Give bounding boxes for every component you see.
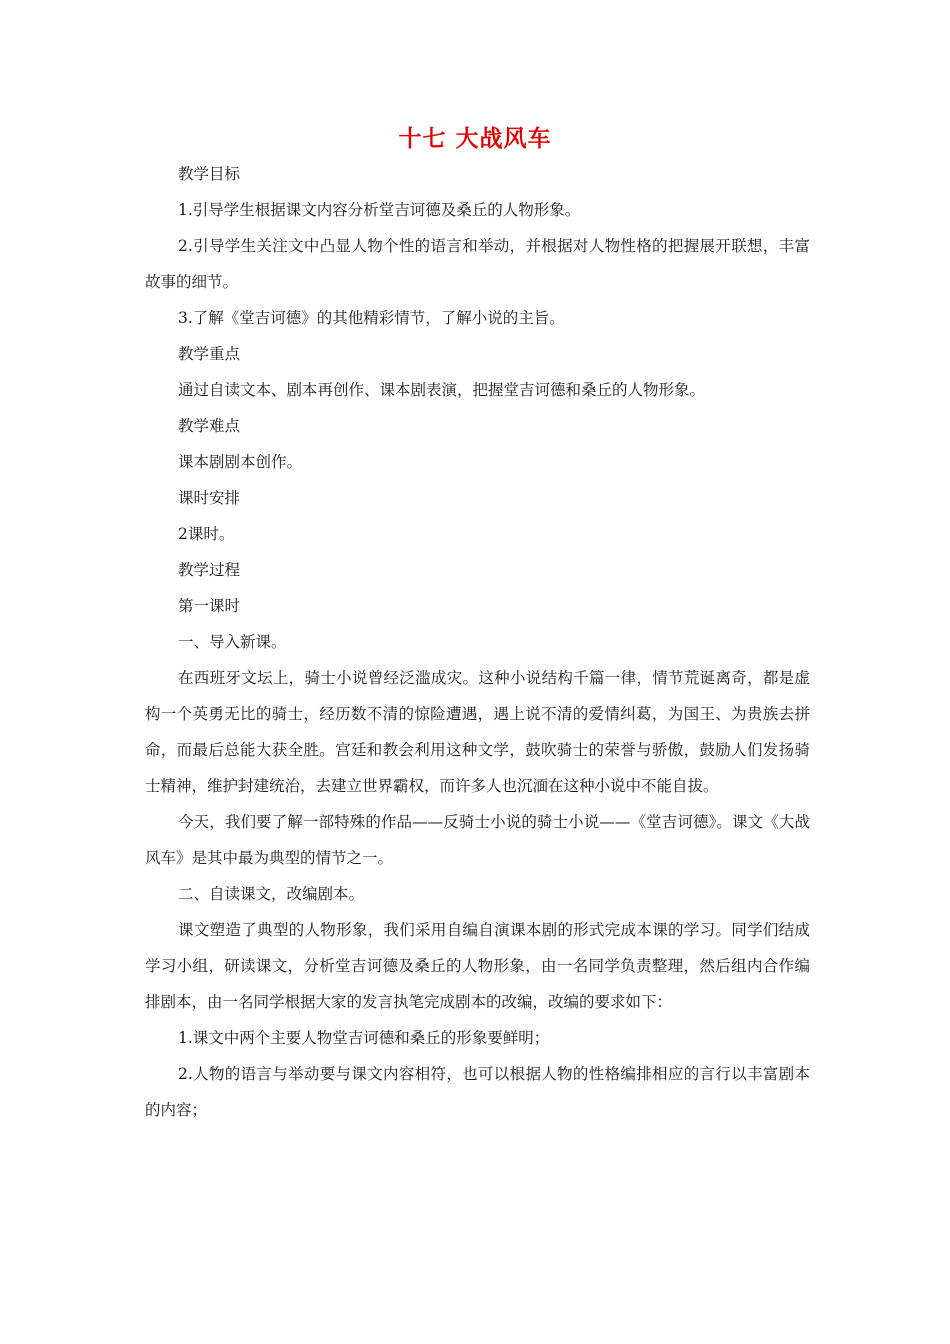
paragraph: 1.引导学生根据课文内容分析堂吉诃德及桑丘的人物形象。 [178, 201, 581, 219]
paragraph: 今天，我们要了解一部特殊的作品——反骑士小说的骑士小说——《堂吉诃德》。课文《大战风车》是其中最为典型的情节之一。 [145, 813, 810, 867]
paragraph: 2.人物的语言与举动要与课文内容相符，也可以根据人物的性格编排相应的言行以丰富剧本的内容； [145, 1065, 810, 1119]
paragraph: 课本剧剧本创作。 [178, 453, 303, 471]
paragraph: 1.课文中两个主要人物堂吉诃德和桑丘的形象要鲜明； [178, 1029, 550, 1047]
paragraph: 教学重点 [178, 345, 241, 363]
paragraph: 教学目标 [178, 165, 241, 183]
paragraph: 2课时。 [178, 525, 235, 543]
paragraph: 课时安排 [178, 489, 241, 507]
paragraph: 在西班牙文坛上，骑士小说曾经泛滥成灾。这种小说结构千篇一律，情节荒诞离奇，都是虚构一个英勇无比的骑士，经历数不清的惊险遭遇，遇上说不清的爱情纠葛，为国王、为贵族去拼命，而最后总能大获全胜。宫廷和教会利用这种文学，鼓吹骑士的荣誉与骄傲，鼓励人们发扬骑士精神，维护封建统治，去建立世界霸权，而许多人也沉湎在这种小说中不能自拔。 [145, 669, 810, 795]
document-body [145, 156, 810, 1128]
paragraph: 一、导入新课。 [178, 633, 287, 651]
paragraph: 3.了解《堂吉诃德》的其他精彩情节，了解小说的主旨。 [178, 309, 565, 327]
paragraph: 通过自读文本、剧本再创作、课本剧表演，把握堂吉诃德和桑丘的人物形象。 [178, 381, 706, 399]
paragraph: 课文塑造了典型的人物形象，我们采用自编自演课本剧的形式完成本课的学习。同学们结成学习小组，研读课文，分析堂吉诃德及桑丘的人物形象，由一名同学负责整理，然后组内合作编排剧本，由一名同学根据大家的发言执笔完成剧本的改编，改编的要求如下： [145, 921, 810, 1011]
paragraph: 2.引导学生关注文中凸显人物个性的语言和举动，并根据对人物性格的把握展开联想，丰富故事的细节。 [145, 237, 810, 291]
document-title: 十七 大战风车 [398, 126, 552, 152]
paragraph: 第一课时 [178, 597, 241, 615]
paragraph: 教学难点 [178, 417, 241, 435]
paragraph: 教学过程 [178, 561, 241, 579]
paragraph: 二、自读课文，改编剧本。 [178, 885, 365, 903]
